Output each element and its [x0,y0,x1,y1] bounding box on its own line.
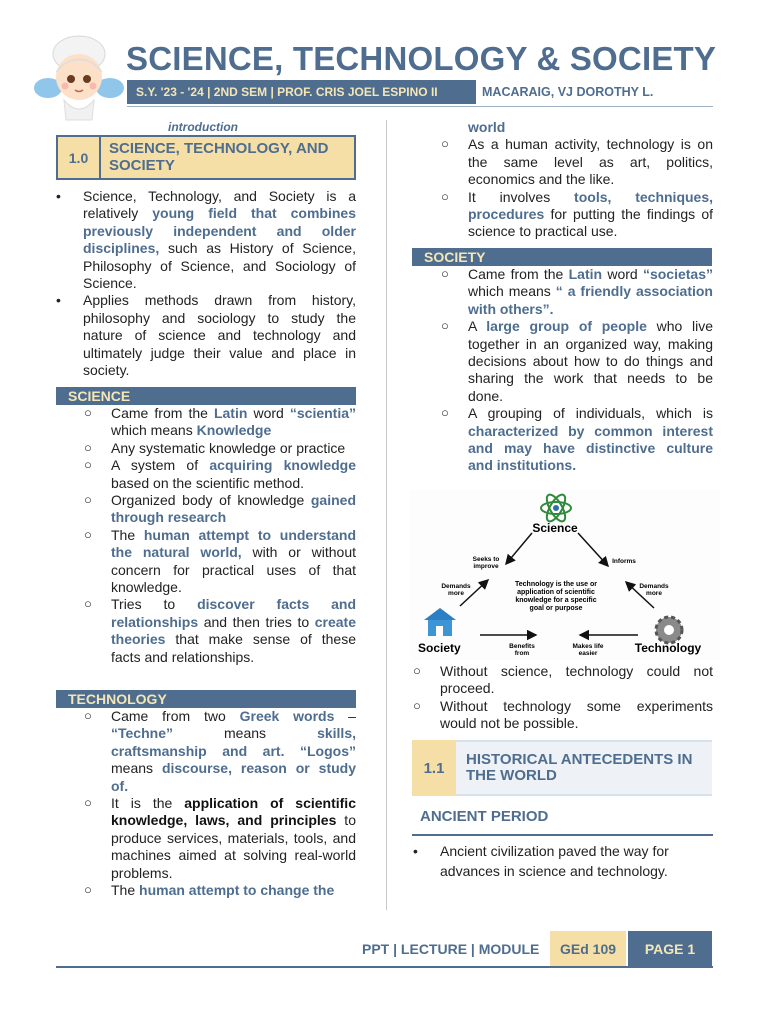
without-list [440,663,713,733]
text-run: which means [111,422,197,439]
diagram-center-line-2: application of scientific [517,589,595,596]
footer-divider [56,966,713,968]
diagram-technology-label: Technology [634,641,702,655]
text-run: world [468,119,506,135]
text-run: young field that combines previously independent and older disciplines, [83,205,356,257]
angel-mascot-icon [34,32,124,122]
text-run: “scientia” [289,405,357,421]
text-run: Organized body of knowledge [111,492,311,509]
list-item [111,882,356,899]
list-item [111,457,356,492]
text-run: Latin [568,266,603,282]
list-item [468,136,713,188]
text-run: word [247,405,290,421]
text-run: Tries to [111,596,198,613]
text-run: based on the scientific method. [111,474,305,491]
label-demands-right-1: Demands [639,583,669,590]
text-run: that make sense of these facts and relationships. [111,631,356,665]
gear-icon [656,617,682,643]
list-item [111,405,356,440]
diagram-center-line-3: knowledge for a specific [515,597,597,604]
continued-text [468,119,713,136]
society-list [468,266,713,475]
list-item [440,698,713,733]
section-1-1-header [412,740,712,796]
label-seeks-1: Seeks to [472,556,500,563]
technology-continued [468,119,713,241]
label-demands-right-2: more [646,590,662,597]
section-1-0-header [56,135,356,180]
page-number-badge: PAGE 1 [628,931,712,967]
science-list [111,405,356,666]
technology-heading: TECHNOLOGY [56,690,356,708]
text-run: characterized by common interest and may have distinctive culture and institutions. [468,422,713,474]
list-item [468,189,713,241]
diagram-society-label: Society [418,641,461,655]
text-run: Applies methods drawn from history, philosophy and sociology to study the nature of science and technology and ultimately judge their value and place in society. [83,292,356,379]
technology-list [111,708,356,899]
diagram-science-label: Science [532,521,578,535]
text-run: Knowledge [196,422,272,439]
section-number: 1.1 [412,740,456,796]
text-run: Greek words [239,708,335,724]
text-run: who live together in an organized way, making decisions about how to do things and sharing the work that needs to be done. [468,318,713,404]
list-item [468,405,713,475]
text-run: skills, craftsmanship and art. “Logos” [111,725,356,759]
list-item [111,527,356,597]
text-run: and then tries to [198,613,315,630]
text-run: – [334,708,356,724]
list-item [468,266,713,318]
text-run: Came from the [111,405,214,421]
text-run: Came from two [111,708,240,724]
label-benefits-2: from [514,650,530,657]
text-run: Ancient civilization paved the way for advances in science and technology. [440,843,669,879]
diagram-arrows [410,490,720,660]
column-divider [386,120,387,910]
list-item [440,841,713,881]
text-run: means [111,760,162,777]
diagram-center-line-4: goal or purpose [529,605,583,612]
list-item [111,795,356,882]
header-divider [127,106,713,107]
text-run: Without technology some experiments would not be possible. [440,697,713,732]
label-seeks-2: improve [473,563,499,570]
list-item [111,440,356,457]
technology-more-list [468,136,713,240]
text-run: human attempt to change the [139,882,335,899]
text-run: with or without concern for practical uses of that knowledge. [111,544,356,596]
text-run: Science, Technology, and Society is a relatively [83,188,356,222]
text-run: discourse, reason or study of. [111,760,356,794]
text-run: application of scientific knowledge, laws, and principles [111,795,356,829]
text-run: The [111,882,140,899]
text-run: It involves [468,188,575,205]
text-run: The [111,526,144,543]
diagram-center-line-1: Technology is the use or [515,581,597,588]
label-makes-life-2: easier [578,650,598,657]
text-run: human attempt to understand the natural world, [111,526,356,561]
label-makes-life-1: Makes life [572,643,604,650]
section-number: 1.0 [58,137,101,178]
ancient-list [440,841,713,881]
house-icon [424,608,456,636]
section-title: HISTORICAL ANTECEDENTS IN THE WORLD [456,740,712,796]
text-run: which means [468,283,556,300]
atom-icon [541,492,571,524]
text-run: word [602,266,643,282]
text-run: “Techne” [111,725,173,742]
text-run: Any systematic knowledge or practice [111,439,346,456]
footer-links: PPT | LECTURE | MODULE [362,941,540,957]
list-item [468,318,713,405]
ancient-period-heading: ANCIENT PERIOD [420,808,549,825]
text-run: It is the [111,795,185,812]
text-run: “ a friendly association with others”. [468,283,713,317]
text-run: to produce services, materials, tools, and machines aimed at solving real-world problems. [111,812,356,881]
label-benefits-1: Benefits [509,643,535,650]
label-demands-left-1: Demands [441,583,471,590]
text-run: acquiring knowledge [209,457,356,474]
sts-diagram [410,490,720,660]
intro-label: introduction [168,120,238,134]
document-title: SCIENCE, TECHNOLOGY & SOCIETY [126,40,717,77]
text-run: Came from the [468,266,569,282]
label-informs: Informs [612,558,636,565]
text-run: tools, techniques, procedures [468,188,714,223]
text-run: “societas” [642,266,714,282]
text-run: Latin [213,405,248,421]
list-item [111,596,356,666]
text-run: for putting the findings of science to practical use. [468,206,713,240]
course-code-badge: GEd 109 [550,931,626,967]
text-run: large group of people [486,318,647,335]
label-demands-left-2: more [448,590,464,597]
text-run: gained through research [111,492,356,526]
author-name: MACARAIG, VJ DOROTHY L. [482,85,654,99]
text-run: means [172,725,318,742]
text-run: Without science, technology could not proceed. [440,663,713,697]
society-heading: SOCIETY [412,248,712,266]
text-run: create theories [111,613,356,648]
text-run: such as History of Science, Philosophy of Science, and Sociology of Science. [83,240,356,292]
text-run: As a human activity, technology is on the same level as art, politics, economics and the like. [468,136,713,188]
list-item [111,492,356,527]
text-run: A grouping of individuals, which is [468,405,713,422]
course-info-bar: S.Y. '23 - '24 | 2ND SEM | PROF. CRIS JOEL ESPINO II [127,80,476,104]
list-item [83,292,356,379]
list-item [83,188,356,292]
text-run: discover facts and relationships [111,596,357,630]
ancient-divider [412,834,713,836]
list-item [440,663,713,698]
text-run: A [468,318,487,335]
section-title: SCIENCE, TECHNOLOGY, AND SOCIETY [101,137,354,178]
science-heading: SCIENCE [56,387,356,405]
intro-list [83,188,356,379]
list-item [111,708,356,795]
text-run: A system of [111,457,210,474]
